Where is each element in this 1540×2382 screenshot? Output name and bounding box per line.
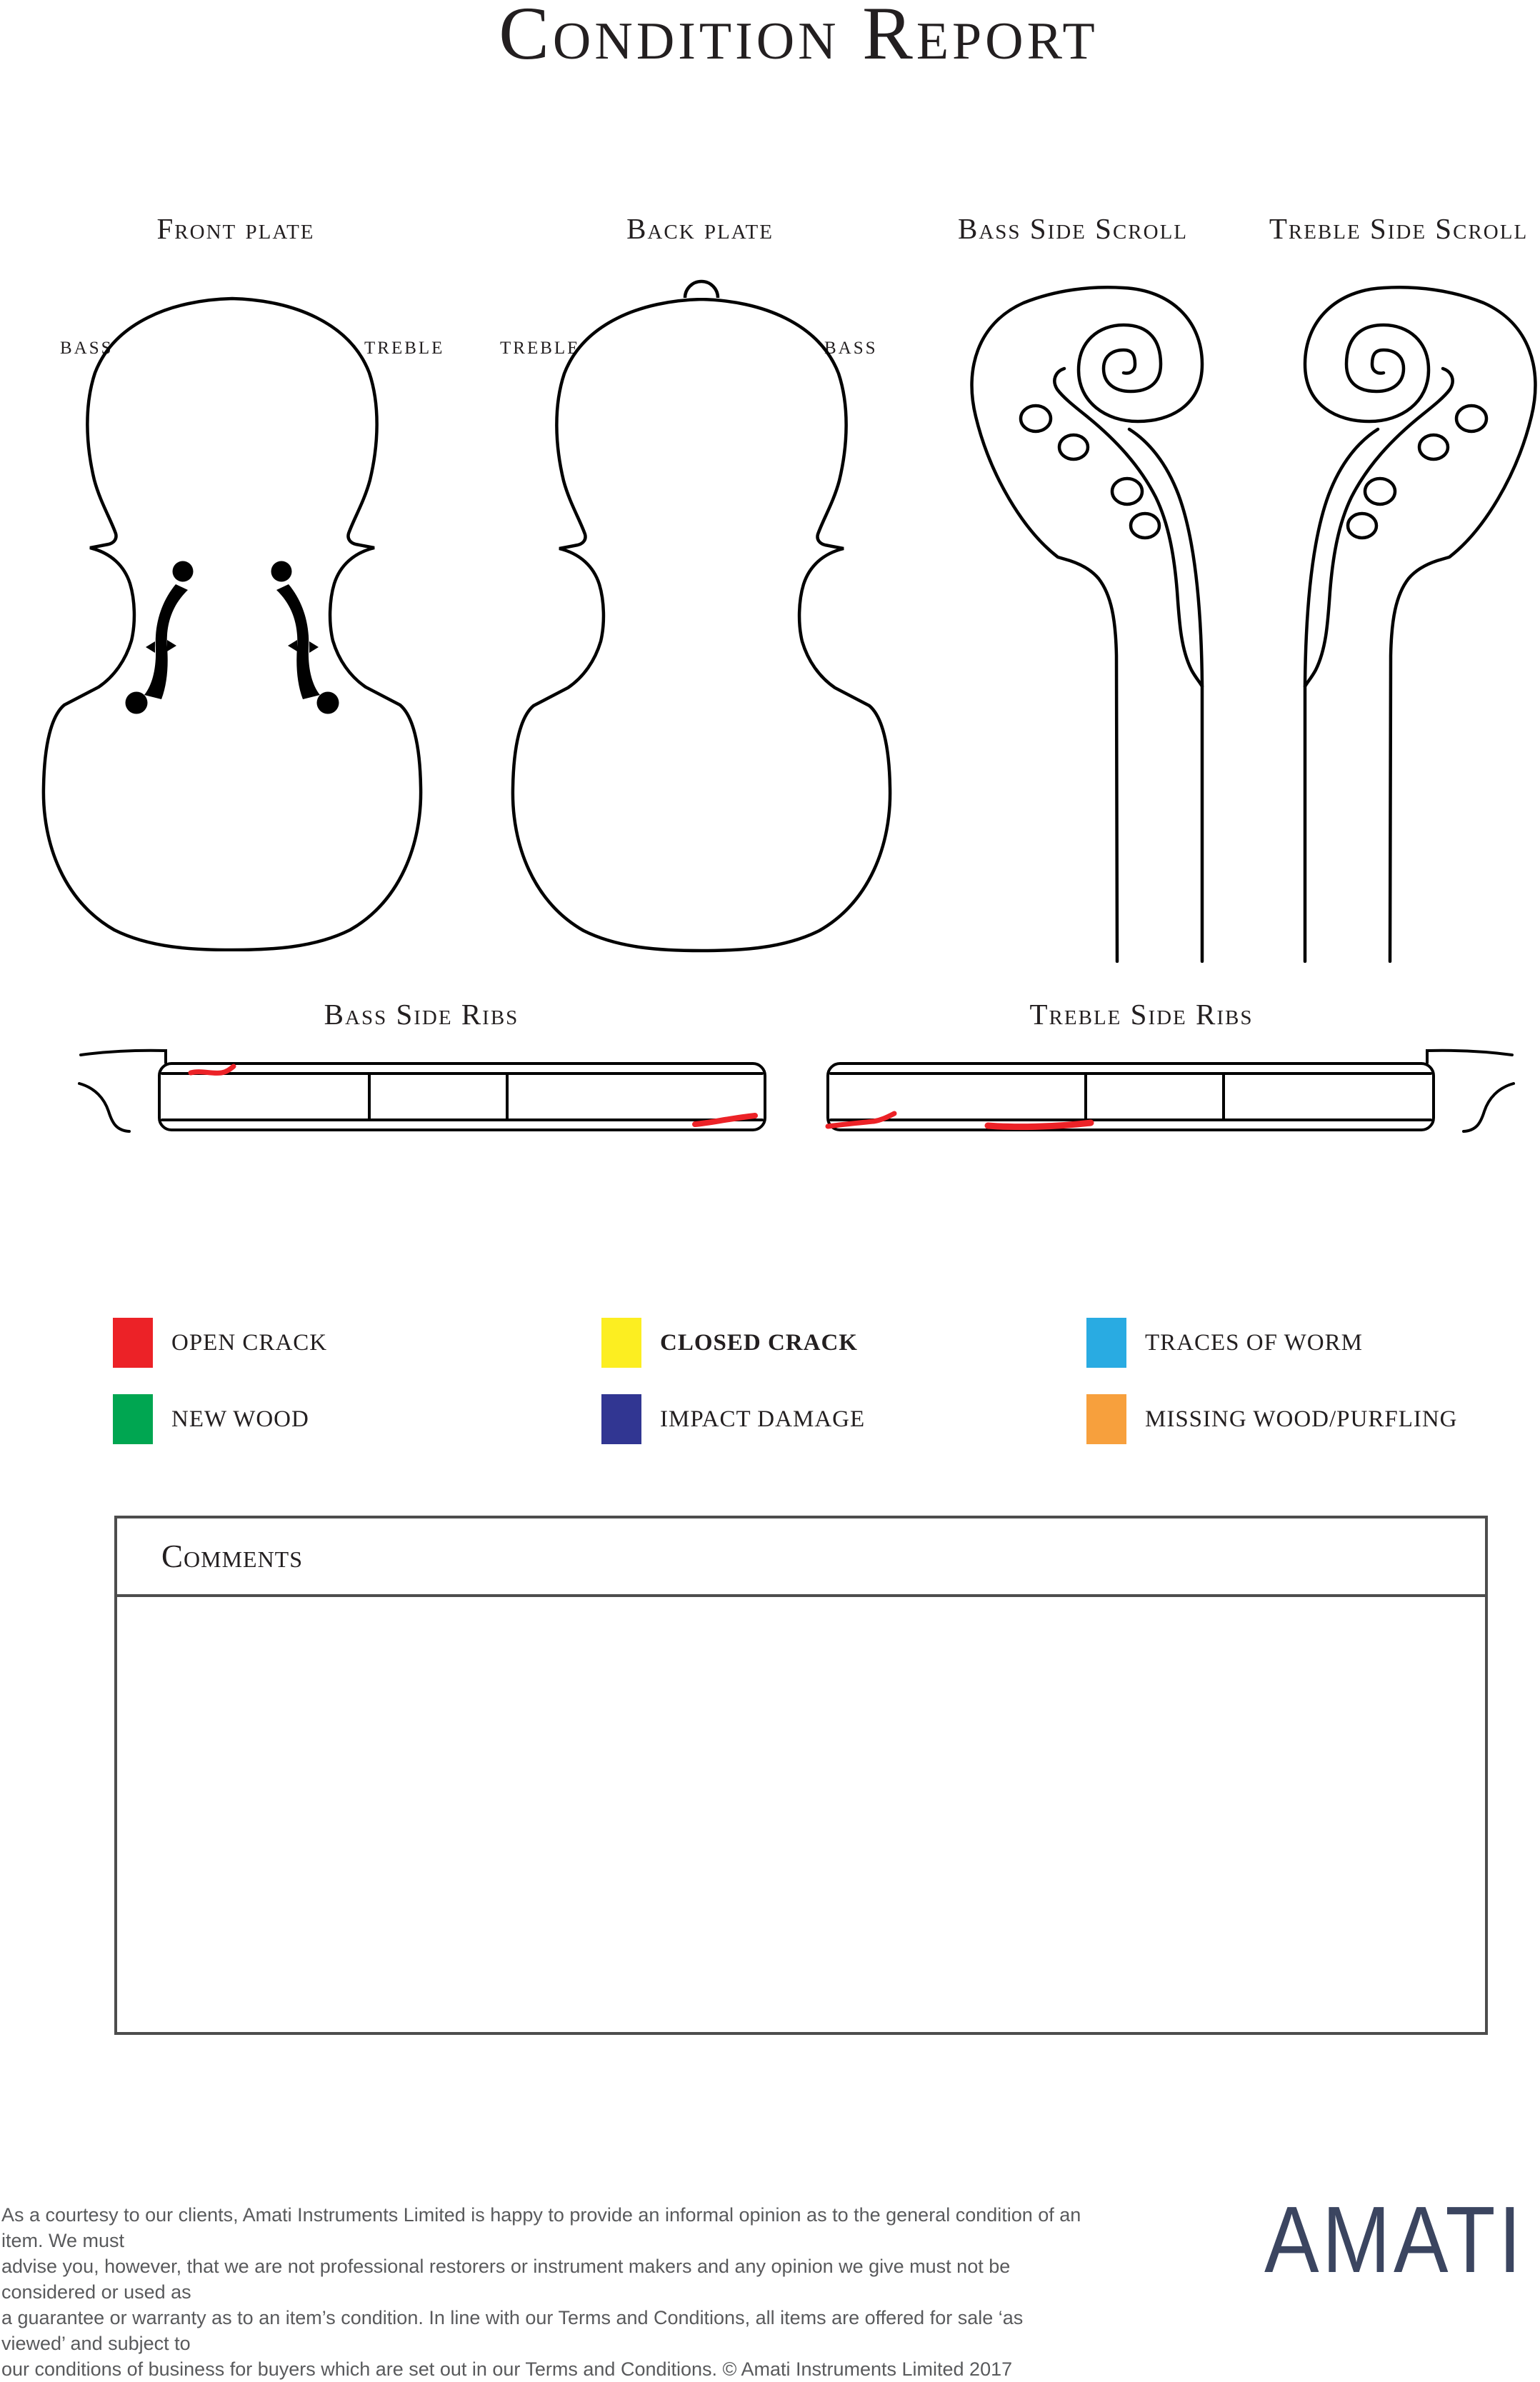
peg-hole bbox=[1348, 514, 1376, 538]
peg-hole bbox=[1365, 479, 1395, 504]
bass-scroll-diagram bbox=[956, 284, 1256, 963]
back-plate-treble-label: TREBLE bbox=[500, 339, 581, 358]
back-plate-outline bbox=[513, 299, 890, 951]
missing-wood-swatch bbox=[1086, 1394, 1126, 1444]
scroll-pegbox-front-edge bbox=[1054, 369, 1202, 686]
peg-hole bbox=[1131, 514, 1159, 538]
treble-ribs-diagram bbox=[818, 1039, 1518, 1139]
back-plate-diagram bbox=[498, 268, 912, 954]
disclaimer-line: our conditions of business for buyers which are set out in our Terms and Conditions. © Amati Instruments Limited 2017 bbox=[1, 2358, 1013, 2380]
legend-item-impact-damage bbox=[601, 1394, 865, 1444]
footer-disclaimer bbox=[1, 2202, 1087, 2382]
treble-scroll-heading: Treble Side Scroll bbox=[1269, 212, 1529, 245]
peg-hole bbox=[1059, 435, 1088, 459]
impact-damage-swatch bbox=[601, 1394, 641, 1444]
closed-crack-swatch bbox=[601, 1318, 641, 1368]
legend-label: MISSING WOOD/PURFLING bbox=[1145, 1406, 1458, 1432]
legend-item-new-wood bbox=[113, 1394, 309, 1444]
legend-item-traces-of-worm bbox=[1086, 1318, 1363, 1368]
neck-top-edge bbox=[81, 1051, 166, 1063]
open-crack-swatch bbox=[113, 1318, 153, 1368]
comments-title: Comments bbox=[161, 1538, 304, 1574]
peg-hole bbox=[1456, 406, 1486, 431]
scroll-neck-back-edge bbox=[1305, 429, 1378, 961]
peg-hole bbox=[1419, 435, 1448, 459]
amati-logo: AMATI bbox=[1264, 2187, 1525, 2292]
scroll-pegbox-front-edge bbox=[1305, 369, 1453, 686]
open-crack-mark bbox=[191, 1066, 234, 1073]
back-plate-bass-label: BASS bbox=[824, 339, 878, 358]
legend-label: TRACES OF WORM bbox=[1145, 1329, 1363, 1356]
comments-input[interactable] bbox=[117, 1597, 1485, 2033]
treble-ribs-heading: Treble Side Ribs bbox=[1029, 998, 1254, 1031]
legend-item-closed-crack bbox=[601, 1318, 858, 1368]
treble-f-hole bbox=[271, 561, 339, 714]
back-plate-heading: Back plate bbox=[626, 212, 774, 245]
peg-hole bbox=[1021, 406, 1051, 431]
disclaimer-line: a guarantee or warranty as to an item’s condition. In line with our Terms and Conditions, all items are offered for sale ‘as viewed’ and subject to bbox=[1, 2307, 1024, 2354]
new-wood-swatch bbox=[113, 1394, 153, 1444]
peg-hole bbox=[1112, 479, 1142, 504]
scroll-neck-back-edge bbox=[1129, 429, 1202, 961]
legend-label: CLOSED CRACK bbox=[660, 1329, 858, 1356]
legend-label: IMPACT DAMAGE bbox=[660, 1406, 866, 1432]
front-plate-bass-label: BASS bbox=[60, 339, 114, 358]
front-plate-treble-label: TREBLE bbox=[364, 339, 445, 358]
front-plate-heading: Front plate bbox=[156, 212, 315, 245]
scroll-outline-and-spiral bbox=[1305, 287, 1535, 961]
traces-of-worm-swatch bbox=[1086, 1318, 1126, 1368]
neck-heel-curve bbox=[1464, 1084, 1514, 1131]
page-title: Condition Report bbox=[499, 0, 1099, 75]
open-crack-mark bbox=[988, 1123, 1091, 1127]
disclaimer-line: advise you, however, that we are not professional restorers or instrument makers and any opinion we give must not be considered or used as bbox=[1, 2256, 1011, 2303]
front-plate-outline bbox=[44, 299, 421, 950]
bass-scroll-heading: Bass Side Scroll bbox=[957, 212, 1189, 245]
bass-f-hole bbox=[126, 561, 194, 714]
neck-top-edge bbox=[1427, 1051, 1512, 1063]
back-plate-button bbox=[685, 281, 718, 298]
comments-header bbox=[117, 1518, 1485, 1597]
disclaimer-line: As a courtesy to our clients, Amati Instruments Limited is happy to provide an informal opinion as to the general condition of an item. We must bbox=[1, 2204, 1081, 2251]
legend-label: OPEN CRACK bbox=[171, 1329, 328, 1356]
bass-ribs-diagram bbox=[75, 1039, 775, 1139]
comments-section bbox=[114, 1516, 1488, 2035]
legend-label: NEW WOOD bbox=[171, 1406, 309, 1432]
front-plate-diagram bbox=[29, 287, 443, 951]
bass-ribs-heading: Bass Side Ribs bbox=[324, 998, 519, 1031]
neck-heel-curve bbox=[79, 1084, 129, 1131]
legend-item-open-crack bbox=[113, 1318, 327, 1368]
scroll-outline-and-spiral bbox=[972, 287, 1202, 961]
treble-scroll-diagram bbox=[1251, 284, 1540, 963]
legend-item-missing-wood bbox=[1086, 1394, 1458, 1444]
